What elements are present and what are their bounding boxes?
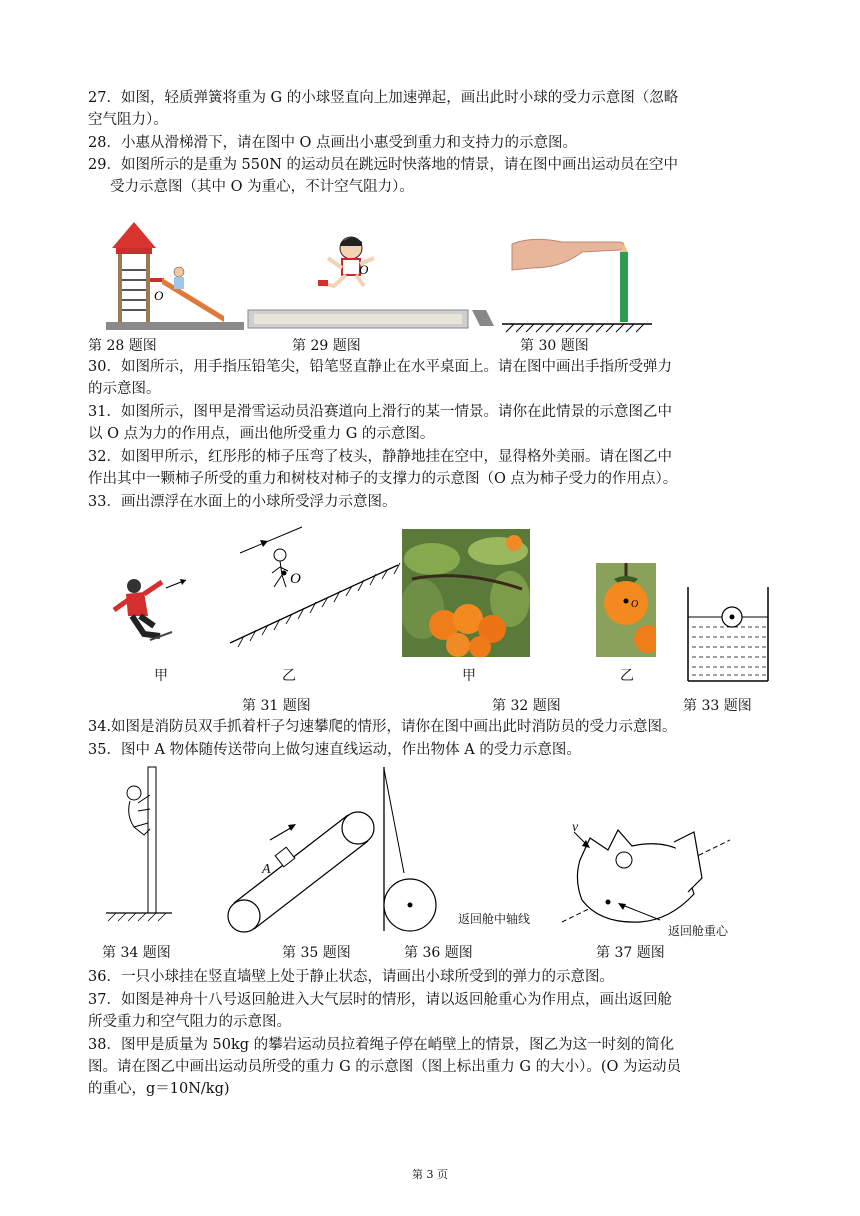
fig31a-skier bbox=[100, 560, 200, 650]
svg-text:O: O bbox=[154, 288, 164, 303]
q32-line1: 32．如图甲所示，红彤彤的柿子压弯了枝头，静静地挂在空中，显得格外美丽。请在图乙中 bbox=[88, 449, 672, 465]
caption-fig34: 第 34 题图 bbox=[102, 945, 171, 961]
q30-line1: 30．如图所示，用手指压铅笔尖，铅笔竖直静止在水平桌面上。请在图中画出手指所受弹力 bbox=[88, 359, 672, 375]
caption-fig37: 第 37 题图 bbox=[596, 945, 665, 961]
caption-fig29: 第 29 题图 bbox=[292, 338, 361, 354]
q29-line1: 29．如图所示的是重为 550N 的运动员在跳远时快落地的情景，请在图中画出运动员在空中 bbox=[88, 157, 679, 173]
q34-text: 34.如图是消防员双手抓着杆子匀速攀爬的情形，请你在图中画出此时消防员的受力示意图。 bbox=[88, 719, 677, 735]
q38-line1: 38．图甲是质量为 50kg 的攀岩运动员拉着绳子停在峭壁上的情景，图乙为这一时刻的简化 bbox=[88, 1037, 675, 1053]
q38-line2: 图。请在图乙中画出运动员所受的重力 G 的示意图（图上标出重力 G 的大小）。(O 为运动员 bbox=[88, 1059, 682, 1075]
q36-text: 36．一只小球挂在竖直墙壁上处于静止状态，请画出小球所受到的弹力的示意图。 bbox=[88, 969, 614, 985]
caption-fig30: 第 30 题图 bbox=[520, 338, 589, 354]
q38-line3: 的重心，g＝10N/kg) bbox=[88, 1081, 230, 1097]
q31-line1: 31．如图所示，图甲是滑雪运动员沿赛道向上滑行的某一情景。请你在此情景的示意图乙中 bbox=[88, 404, 672, 420]
caption-fig28: 第 28 题图 bbox=[88, 338, 157, 354]
q35-text: 35．图中 A 物体随传送带向上做匀速直线运动，作出物体 A 的受力示意图。 bbox=[88, 742, 581, 758]
q30-line2: 的示意图。 bbox=[88, 381, 161, 397]
fig28-slide bbox=[104, 220, 249, 335]
fig33-floating-ball bbox=[684, 585, 774, 685]
caption-fig36: 第 36 题图 bbox=[404, 945, 473, 961]
caption-fig32: 第 32 题图 bbox=[492, 698, 561, 714]
label-fig31-jia: 甲 bbox=[154, 668, 168, 684]
label-fig32-jia: 甲 bbox=[462, 668, 476, 684]
q27-line1: 27．如图，轻质弹簧将重为 G 的小球竖直向上加速弹起，画出此时小球的受力示意图（忽略 bbox=[88, 90, 679, 106]
svg-text:O: O bbox=[290, 571, 301, 587]
label-fig37-v: v bbox=[572, 820, 579, 835]
fig35-conveyor bbox=[222, 800, 382, 938]
caption-fig31: 第 31 题图 bbox=[242, 698, 311, 714]
svg-text:O: O bbox=[359, 262, 369, 277]
q37-line2: 所受重力和空气阻力的示意图。 bbox=[88, 1014, 291, 1030]
fig29-jump bbox=[246, 228, 502, 334]
label-fig32-yi: 乙 bbox=[620, 668, 634, 684]
q27-line2: 空气阻力）。 bbox=[88, 112, 168, 128]
q31-line2: 以 O 点为力的作用点，画出他所受重力 G 的示意图。 bbox=[88, 426, 435, 442]
fig34-climber bbox=[104, 765, 174, 925]
q33-text: 33．画出漂浮在水面上的小球所受浮力示意图。 bbox=[88, 494, 397, 510]
label-capsule-cog: 返回舱重心 bbox=[668, 924, 729, 938]
q32-line2: 作出其中一颗柿子所受的重力和树枝对柿子的支撑力的示意图（O 点为柿子受力的作用点）。 bbox=[88, 471, 678, 487]
caption-fig33: 第 33 题图 bbox=[683, 698, 752, 714]
fig30-finger bbox=[502, 228, 652, 334]
fig32b-persimmon bbox=[596, 563, 656, 657]
q28-text: 28．小惠从滑梯滑下，请在图中 O 点画出小惠受到重力和支持力的示意图。 bbox=[88, 135, 578, 151]
fig31b-slope bbox=[228, 525, 403, 655]
q37-line1: 37．如图是神舟十八号返回舱进入大气层时的情形，请以返回舱重心为作用点，画出返回舱 bbox=[88, 992, 672, 1008]
q29-line2: 受力示意图（其中 O 为重心，不计空气阻力）。 bbox=[110, 179, 414, 195]
fig36-ball-wall bbox=[380, 765, 440, 935]
fig32a-persimmons-photo bbox=[402, 529, 530, 657]
label-capsule-axis: 返回舱中轴线 bbox=[458, 912, 531, 926]
label-fig31-yi: 乙 bbox=[282, 668, 296, 684]
fig37-capsule bbox=[560, 820, 730, 930]
page-number: 第 3 页 bbox=[412, 1168, 448, 1181]
svg-text:O: O bbox=[631, 599, 639, 610]
label-fig35-a: A bbox=[262, 862, 271, 877]
caption-fig35: 第 35 题图 bbox=[282, 945, 351, 961]
